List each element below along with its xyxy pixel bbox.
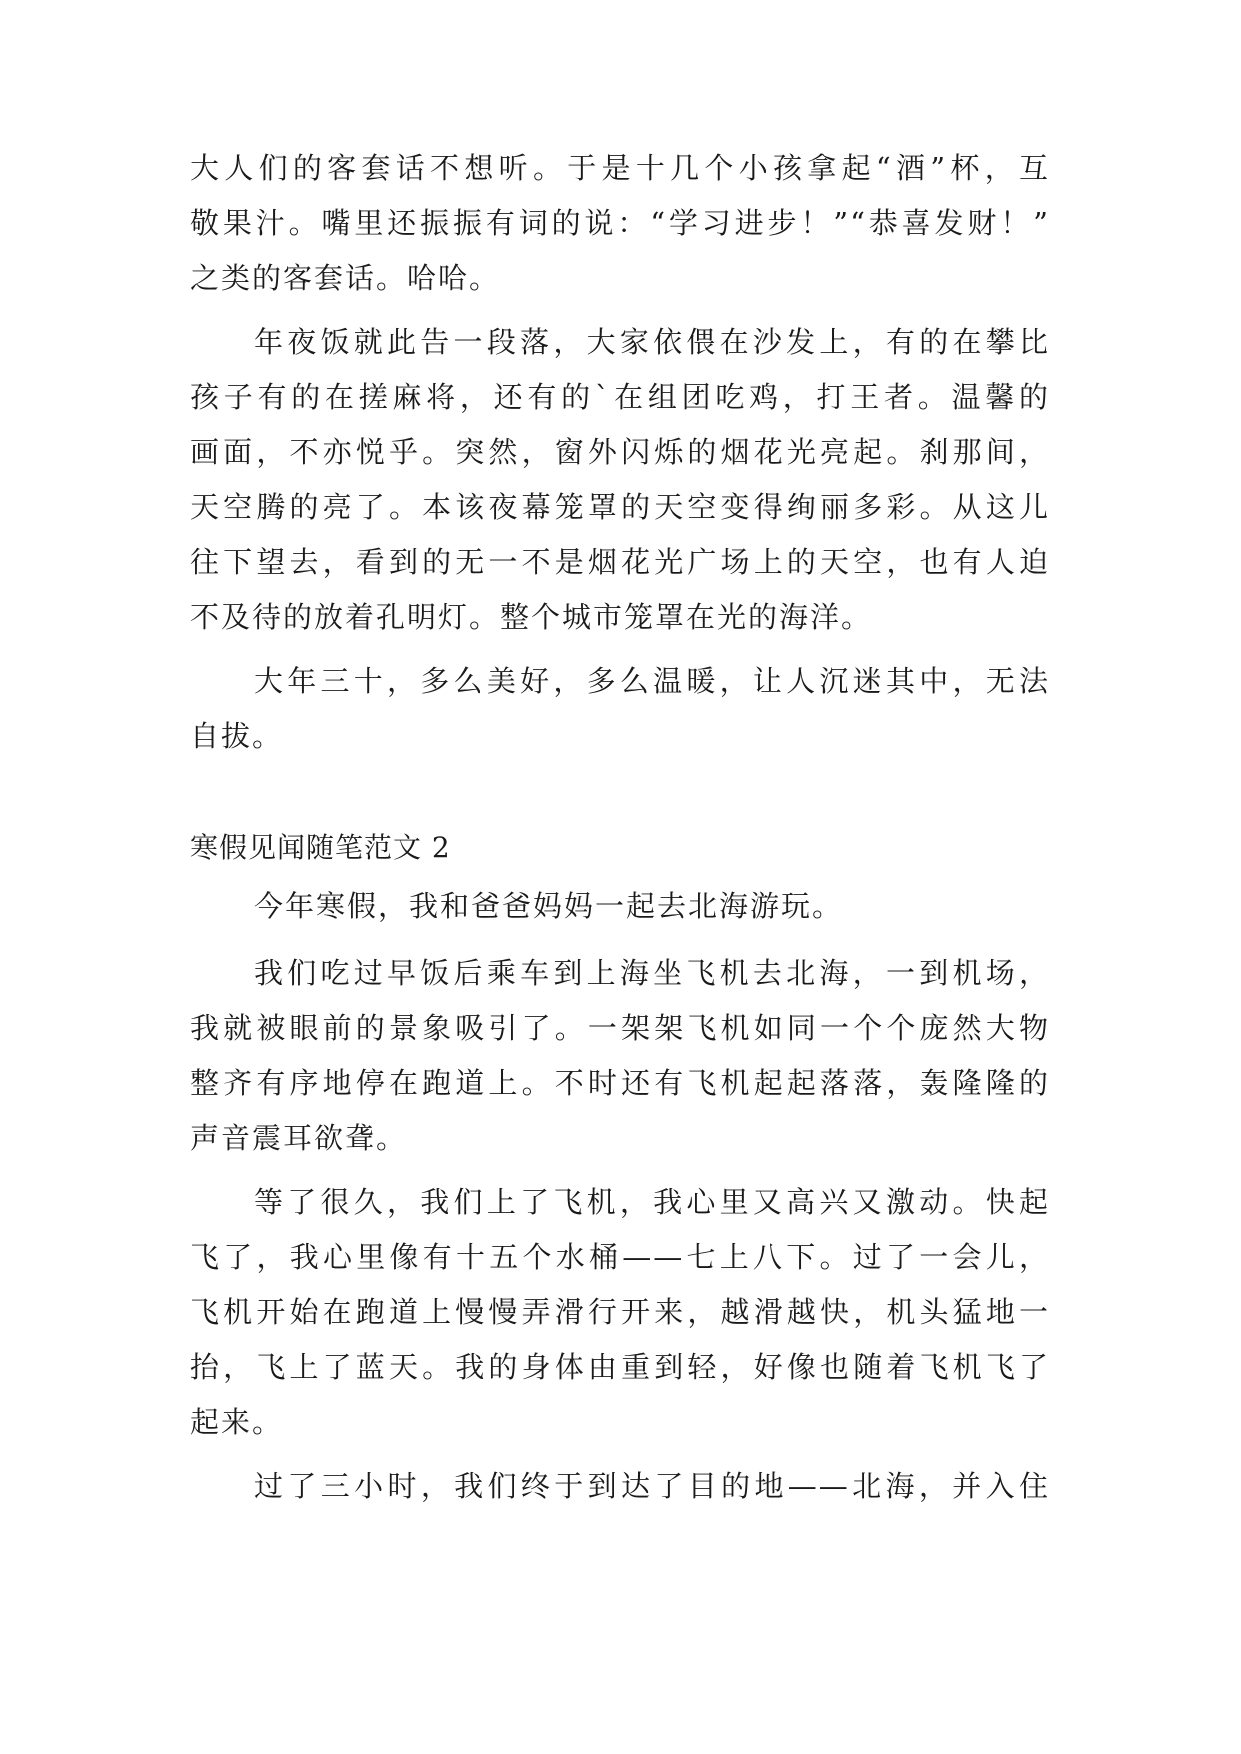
paragraph-line: 不及待的放着孔明灯。整个城市笼罩在光的海洋。 <box>190 600 873 634</box>
paragraph-line: 整齐有序地停在跑道上。不时还有飞机起起落落，轰隆隆的 <box>190 1066 1050 1100</box>
paragraph-line: 起来。 <box>190 1405 284 1439</box>
paragraph-line: 大年三十，多么美好，多么温暖，让人沉迷其中，无法 <box>254 664 1050 698</box>
paragraph-line: 我就被眼前的景象吸引了。一架架飞机如同一个个庞然大物 <box>190 1011 1050 1045</box>
paragraph-line: 画面，不亦悦乎。突然，窗外闪烁的烟花光亮起。刹那间， <box>190 435 1050 469</box>
paragraph-line: 飞了，我心里像有十五个水桶——七上八下。过了一会儿， <box>190 1240 1050 1274</box>
paragraph-line: 敬果汁。嘴里还振振有词的说：“学习进步！”“恭喜发财！” <box>190 206 1050 240</box>
paragraph-line: 抬，飞上了蓝天。我的身体由重到轻，好像也随着飞机飞了 <box>190 1350 1050 1384</box>
paragraph-line: 声音震耳欲聋。 <box>190 1121 408 1155</box>
paragraph-line: 飞机开始在跑道上慢慢弄滑行开来，越滑越快，机头猛地一 <box>190 1295 1050 1329</box>
paragraph-line: 我们吃过早饭后乘车到上海坐飞机去北海，一到机场， <box>254 956 1050 990</box>
paragraph-line: 天空腾的亮了。本该夜幕笼罩的天空变得绚丽多彩。从这儿 <box>190 490 1050 524</box>
paragraph-line: 年夜饭就此告一段落，大家依偎在沙发上，有的在攀比 <box>254 325 1050 359</box>
paragraph-line: 等了很久，我们上了飞机，我心里又高兴又激动。快起 <box>254 1185 1050 1219</box>
section-heading: 寒假见闻随笔范文 2 <box>190 831 451 864</box>
paragraph-line: 自拔。 <box>190 719 284 753</box>
paragraph-line: 今年寒假，我和爸爸妈妈一起去北海游玩。 <box>254 889 844 923</box>
paragraph-line: 过了三小时，我们终于到达了目的地——北海，并入住 <box>254 1469 1050 1503</box>
paragraph-line: 孩子有的在搓麻将，还有的`在组团吃鸡，打王者。温馨的 <box>190 380 1050 414</box>
paragraph-line: 大人们的客套话不想听。于是十几个小孩拿起“酒”杯，互 <box>190 151 1050 185</box>
paragraph-line: 往下望去，看到的无一不是烟花光广场上的天空，也有人迫 <box>190 545 1050 579</box>
paragraph-line: 之类的客套话。哈哈。 <box>190 261 501 295</box>
